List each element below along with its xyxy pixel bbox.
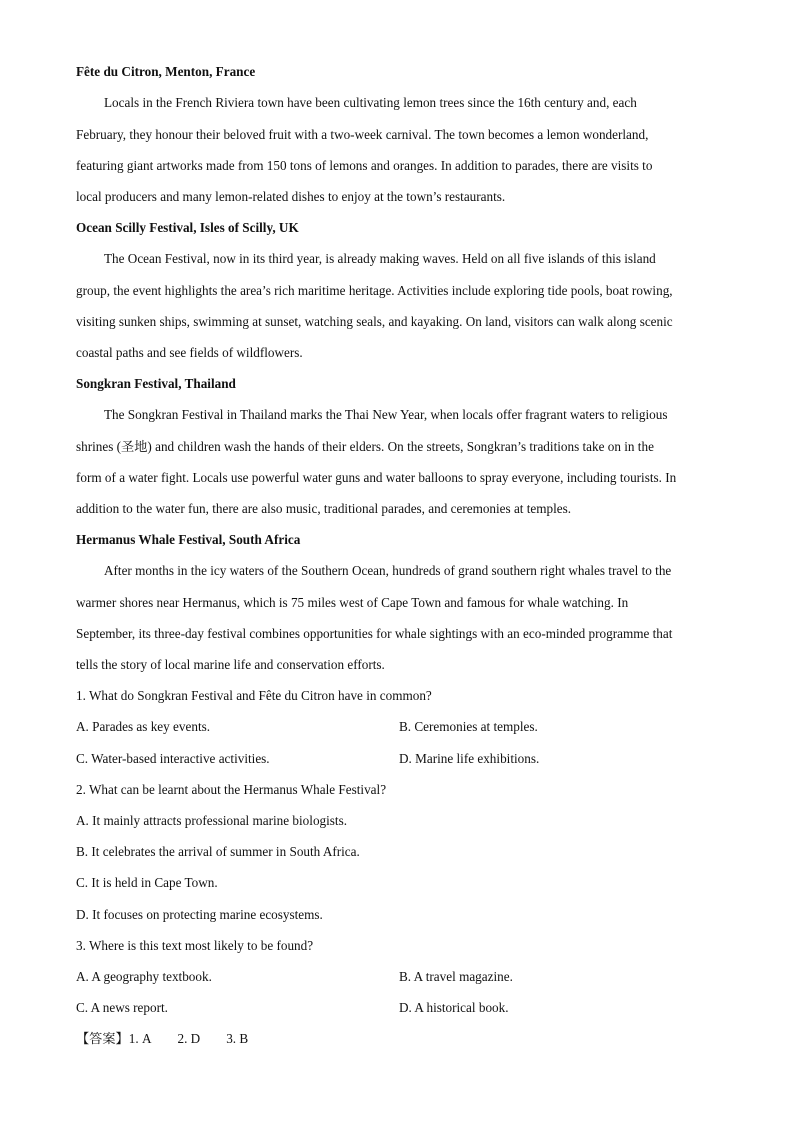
answer-option: A. Parades as key events. xyxy=(76,719,211,734)
paragraph-line: tells the story of local marine life and conservation efforts. xyxy=(76,657,385,672)
answer-option: D. A historical book. xyxy=(399,1000,509,1015)
section-heading: Fête du Citron, Menton, France xyxy=(76,64,256,79)
paragraph-line: shrines (圣地) and children wash the hands of their elders. On the streets, Songkran’s traditions take on in the xyxy=(76,439,654,454)
question-stem: 1. What do Songkran Festival and Fête du Citron have in common? xyxy=(76,688,432,703)
question-stem: 2. What can be learnt about the Hermanus Whale Festival? xyxy=(76,782,387,797)
paragraph-line: form of a water fight. Locals use powerful water guns and water balloons to spray everyone, including tourists. In xyxy=(76,470,677,485)
paragraph-line: local producers and many lemon-related dishes to enjoy at the town’s restaurants. xyxy=(76,189,506,204)
answer-option: B. A travel magazine. xyxy=(399,969,513,984)
section-heading: Songkran Festival, Thailand xyxy=(76,376,236,391)
answer-option: B. It celebrates the arrival of summer in South Africa. xyxy=(76,844,360,859)
answer-item: 3. B xyxy=(226,1031,249,1046)
answer-option: A. It mainly attracts professional marine biologists. xyxy=(76,813,348,828)
section-heading: Ocean Scilly Festival, Isles of Scilly, UK xyxy=(76,220,299,235)
paragraph-line: After months in the icy waters of the Southern Ocean, hundreds of grand southern right whales travel to the xyxy=(104,563,672,578)
answer-option: C. Water-based interactive activities. xyxy=(76,751,270,766)
answer-item: 2. D xyxy=(177,1031,201,1046)
paragraph-line: featuring giant artworks made from 150 tons of lemons and oranges. In addition to parades, there are visits to xyxy=(76,158,653,173)
answer-item: 1. A xyxy=(128,1031,152,1046)
paragraph-line: The Ocean Festival, now in its third year, is already making waves. Held on all five islands of this island xyxy=(104,251,656,266)
answer-option: A. A geography textbook. xyxy=(76,969,212,984)
paragraph-line: Locals in the French Riviera town have been cultivating lemon trees since the 16th century and, each xyxy=(104,95,637,110)
answer-option: B. Ceremonies at temples. xyxy=(399,719,538,734)
answer-tag: 【答案】 xyxy=(76,1031,129,1046)
question-stem: 3. Where is this text most likely to be found? xyxy=(76,938,314,953)
answer-option: D. Marine life exhibitions. xyxy=(399,751,540,766)
answer-option: D. It focuses on protecting marine ecosystems. xyxy=(76,907,323,922)
paragraph-line: visiting sunken ships, swimming at sunset, watching seals, and kayaking. On land, visitors can walk along scenic xyxy=(76,314,673,329)
paragraph-line: addition to the water fun, there are also music, traditional parades, and ceremonies at temples. xyxy=(76,501,572,516)
paragraph-line: September, its three-day festival combines opportunities for whale sightings with an eco-minded programme that xyxy=(76,626,673,641)
answer-key xyxy=(76,1031,248,1047)
answer-option: C. It is held in Cape Town. xyxy=(76,875,218,890)
paragraph-line: The Songkran Festival in Thailand marks the Thai New Year, when locals offer fragrant waters to religious xyxy=(104,407,668,422)
paragraph-line: coastal paths and see fields of wildflowers. xyxy=(76,345,303,360)
section-heading: Hermanus Whale Festival, South Africa xyxy=(76,532,301,547)
paragraph-line: warmer shores near Hermanus, which is 75 miles west of Cape Town and famous for whale watching. In xyxy=(76,595,629,610)
paragraph-line: February, they honour their beloved fruit with a two-week carnival. The town becomes a lemon wonderland, xyxy=(76,127,649,142)
paragraph-line: group, the event highlights the area’s rich maritime heritage. Activities include exploring tide pools, boat rowing, xyxy=(76,283,673,298)
answer-option: C. A news report. xyxy=(76,1000,168,1015)
